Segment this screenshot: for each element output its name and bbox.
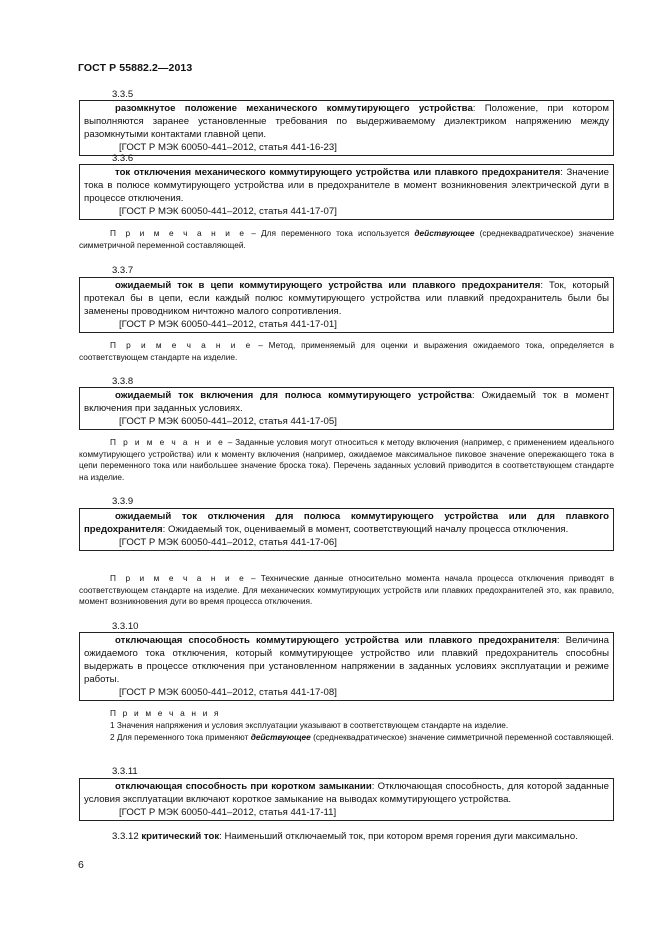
term-definition-box <box>79 100 614 156</box>
notes-label: П р и м е ч а н и я <box>110 708 221 718</box>
clause-number: 3.3.5 <box>112 89 134 100</box>
definition: : Положение, при котором выполняются заранее установленные требования по выдерживаемому диэлектриком напряжению между разомкнутыми контактами главной цепи. <box>84 103 609 141</box>
term: ожидаемый ток в цепи коммутирующего устройства или плавкого предохранителя <box>115 280 541 291</box>
definition: : Ток, который протекал бы в цепи, если каждый полюс коммутирующего устройства или плавкий предохранитель были бы заменены проводником ничтожно малого сопротивления. <box>84 280 610 318</box>
note-item: 2 Для переменного тока применяют действующее (среднеквадратическое) значение симметричной переменной составляющей. <box>110 731 614 742</box>
reference: [ГОСТ Р МЭК 60050-441–2012, статья 441-17-05] <box>119 416 337 428</box>
note-label: П р и м е ч а н и е <box>110 437 225 447</box>
term: ток отключения механического коммутирующего устройства или плавкого предохранителя <box>115 167 561 178</box>
term: критический ток <box>141 831 220 842</box>
clause-number: 3.3.9 <box>112 496 134 507</box>
term-definition-box <box>79 508 614 551</box>
reference: [ГОСТ Р МЭК 60050-441–2012, статья 441-17-11] <box>119 807 337 819</box>
note: П р и м е ч а н и е – Метод, применяемый для оценки и выражения ожидаемого тока, определяется в соответствующем стандарте на изделие. <box>79 340 614 362</box>
clause-number: 3.3.8 <box>112 376 134 387</box>
notes-block <box>79 708 614 743</box>
term-definition-box <box>79 778 614 821</box>
term: ожидаемый ток отключения для полюса коммутирующего устройства или для плавкого предохранителя <box>84 511 609 536</box>
note: П р и м е ч а н и е – Технические данные относительно момента начала процесса отключения приводят в соответствующем стандарте на изделие. Для механических коммутирующих устройств или плавких предохранителей это, как правило, момент возникновения дуги во время процесса отключения. <box>79 573 614 607</box>
clause-number: 3.3.11 <box>112 766 138 777</box>
reference: [ГОСТ Р МЭК 60050-441–2012, статья 441-17-06] <box>119 537 337 549</box>
definition: : Наименьший отключаемый ток, при котором время горения дуги максимально. <box>219 831 578 842</box>
definition: : Величина ожидаемого тока отключения, который коммутирующее устройство или плавкий предохранитель способны выдержать в процессе отключения при установленном напряжении в заданных условиях эксплуатации и режиме работы. <box>84 635 610 686</box>
clause-number: 3.3.7 <box>112 265 134 276</box>
note-label: П р и м е ч а н и е <box>110 340 253 350</box>
page-number: 6 <box>78 859 84 871</box>
definition: : Отключающая способность, для которой заданные условия эксплуатации включают короткое замыкание на выводах коммутирующего устройства. <box>84 781 609 806</box>
term: ожидаемый ток включения для полюса коммутирующего устройства <box>115 390 472 401</box>
definition: : Ожидаемый ток, оцениваемый в момент, соответствующий началу процесса отключения. <box>162 524 569 536</box>
clause-number: 3.3.10 <box>112 621 139 632</box>
term: разомкнутое положение механического коммутирующего устройства <box>115 103 473 114</box>
term-definition-box <box>79 632 614 701</box>
term-definition-box <box>79 164 614 220</box>
reference: [ГОСТ Р МЭК 60050-441–2012, статья 441-17-08] <box>119 687 337 699</box>
note: П р и м е ч а н и е – Заданные условия могут относиться к методу включения (например, с применением идеального коммутирующего устройства) или к моменту включения (например, ожидаемое максимальное пиковое значение опережающего тока в цепи переменного тока или наибольшее значение броска тока). Перечень заданных условий приводится в соответствующем стандарте на изделие. <box>79 437 614 482</box>
note-label: П р и м е ч а н и е <box>110 573 246 583</box>
note-item: 1 Значения напряжения и условия эксплуатации указывают в соответствующем стандарте на изделие. <box>110 719 509 730</box>
term: отключающая способность при коротком замыкании <box>115 781 372 792</box>
reference: [ГОСТ Р МЭК 60050-441–2012, статья 441-16-23] <box>119 142 337 154</box>
reference: [ГОСТ Р МЭК 60050-441–2012, статья 441-17-07] <box>119 206 337 218</box>
note: П р и м е ч а н и е – Для переменного тока используется действующее (среднеквадратическое) значение симметричной переменной составляющей. <box>79 228 614 250</box>
term: отключающая способность коммутирующего устройства или плавкого предохранителя <box>115 635 557 646</box>
term-definition-box <box>79 277 614 333</box>
reference: [ГОСТ Р МЭК 60050-441–2012, статья 441-17-01] <box>119 319 337 331</box>
definition: : Значение тока в полюсе коммутирующего устройства или в предохранителе в момент возникновения электрической дуги в процессе отключения. <box>84 167 610 205</box>
note-label: П р и м е ч а н и е <box>110 228 247 238</box>
term-definition-plain <box>79 830 614 843</box>
term-definition-box <box>79 387 614 430</box>
document-header: ГОСТ Р 55882.2—2013 <box>78 62 193 74</box>
clause-number: 3.3.6 <box>112 153 134 164</box>
definition: : Ожидаемый ток в момент включения при заданных условиях. <box>84 390 610 415</box>
clause-number: 3.3.12 <box>112 831 139 842</box>
